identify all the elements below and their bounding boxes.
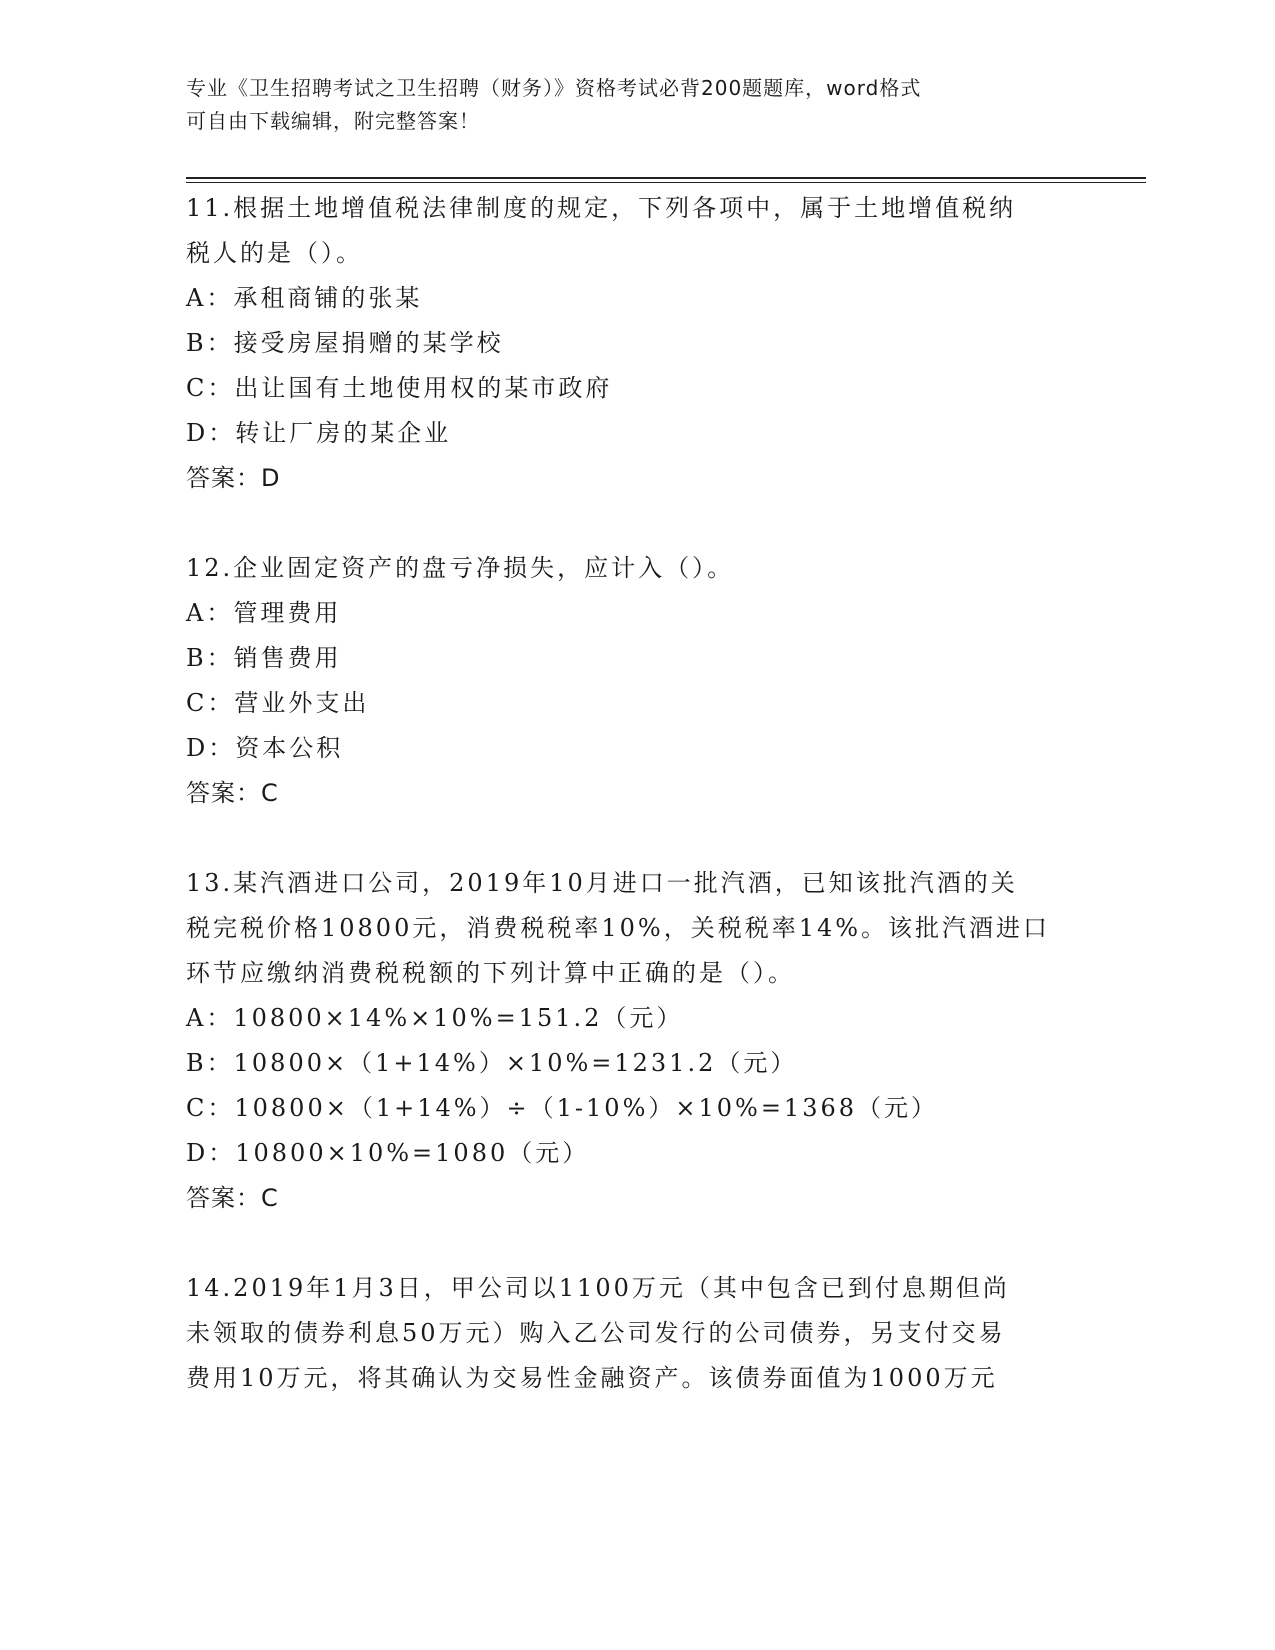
answer-line: 答案：C — [186, 779, 279, 807]
option-d: D：资本公积 — [186, 734, 344, 762]
question-spacer — [186, 816, 1086, 861]
question-13 — [186, 861, 1086, 1221]
option-d: D：转让厂房的某企业 — [186, 419, 452, 447]
option-c: C：出让国有土地使用权的某市政府 — [186, 374, 613, 402]
question-stem-line: 12.企业固定资产的盘亏净损失，应计入（）。 — [186, 554, 735, 582]
question-list — [186, 186, 1086, 1401]
question-spacer — [186, 1221, 1086, 1266]
option-b: B：接受房屋捐赠的某学校 — [186, 329, 504, 357]
question-stem-line: 14.2019年1月3日，甲公司以1100万元（其中包含已到付息期但尚 — [186, 1274, 1010, 1302]
option-b: B：10800×（1+14%）×10%=1231.2（元） — [186, 1049, 798, 1077]
question-stem-line: 税人的是（）。 — [186, 239, 363, 267]
option-a: A：管理费用 — [186, 599, 342, 627]
option-a: A：10800×14%×10%=151.2（元） — [186, 1004, 684, 1032]
option-a: A：承租商铺的张某 — [186, 284, 423, 312]
option-c: C：10800×（1+14%）÷（1-10%）×10%=1368（元） — [186, 1094, 939, 1122]
question-stem-line: 税完税价格10800元，消费税税率10%，关税税率14%。该批汽酒进口 — [186, 914, 1051, 942]
question-stem-line: 11.根据土地增值税法律制度的规定，下列各项中，属于土地增值税纳 — [186, 194, 1017, 222]
question-stem-line: 费用10万元，将其确认为交易性金融资产。该债券面值为1000万元 — [186, 1364, 998, 1392]
header-divider-thick — [186, 177, 1146, 179]
question-stem-line: 未领取的债券利息50万元）购入乙公司发行的公司债券，另支付交易 — [186, 1319, 1006, 1347]
answer-line: 答案：D — [186, 464, 281, 492]
option-b: B：销售费用 — [186, 644, 342, 672]
header-title-line-2: 可自由下载编辑，附完整答案！ — [186, 109, 480, 133]
question-stem-line: 13.某汽酒进口公司，2019年10月进口一批汽酒，已知该批汽酒的关 — [186, 869, 1018, 897]
option-c: C：营业外支出 — [186, 689, 370, 717]
question-spacer — [186, 501, 1086, 546]
header-title-line-1: 专业《卫生招聘考试之卫生招聘（财务）》资格考试必背200题题库，word格式 — [186, 76, 922, 100]
document-header — [186, 72, 1066, 138]
question-11 — [186, 186, 1086, 501]
question-12 — [186, 546, 1086, 816]
option-d: D：10800×10%=1080（元） — [186, 1139, 590, 1167]
question-14 — [186, 1266, 1086, 1401]
question-stem-line: 环节应缴纳消费税税额的下列计算中正确的是（）。 — [186, 959, 795, 987]
header-divider-thin — [186, 182, 1146, 183]
answer-line: 答案：C — [186, 1184, 279, 1212]
